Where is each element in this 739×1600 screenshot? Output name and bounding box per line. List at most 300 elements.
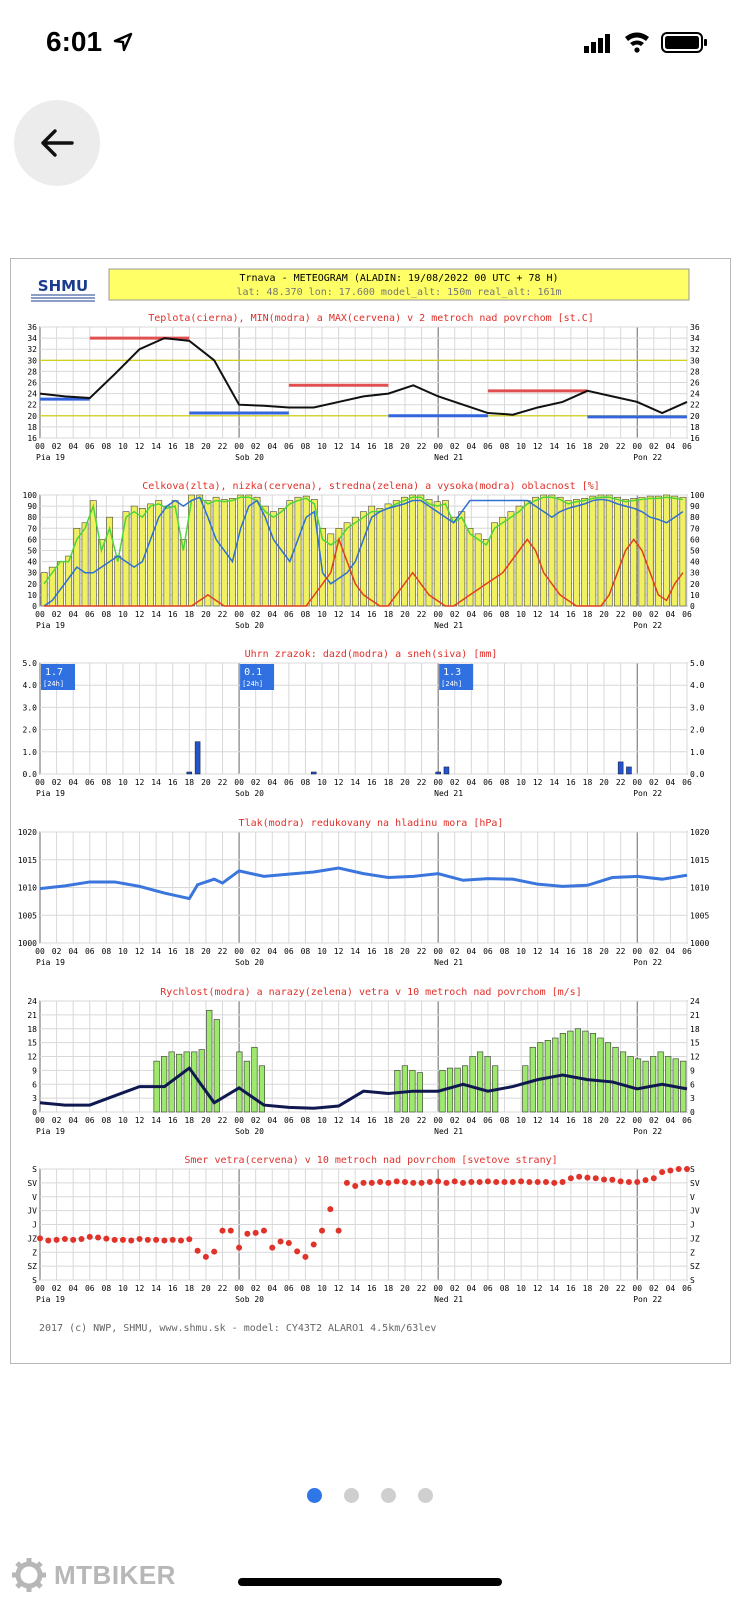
wind-direction-point: [518, 1178, 524, 1184]
cloud-total-bar: [213, 497, 219, 606]
cloud-total-bar: [516, 506, 522, 606]
precip-xtick: 22: [615, 778, 626, 787]
temp-ytick-left: 36: [27, 323, 37, 332]
pressure-xtick: 22: [217, 947, 228, 956]
temp-xtick: 10: [317, 442, 327, 451]
cloud-total-bar: [418, 495, 424, 606]
clouds-ytick-left: 60: [27, 535, 37, 545]
wind-direction-point: [112, 1237, 118, 1243]
clouds-ytick-right: 90: [690, 502, 700, 512]
wind-direction-point: [95, 1234, 101, 1240]
precip-xtick: 18: [582, 778, 593, 787]
temp-xtick: 16: [167, 442, 178, 451]
wind-xtick: 14: [350, 1116, 361, 1125]
clouds-ytick-right: 30: [690, 568, 700, 578]
wind-direction-point: [87, 1234, 93, 1240]
dir-xtick: 18: [383, 1284, 394, 1293]
wind-xtick: 20: [201, 1116, 211, 1125]
clouds-ytick-right: 60: [690, 535, 700, 545]
pressure-xtick: 02: [649, 947, 659, 956]
precip-xtick: 04: [665, 778, 676, 787]
pressure-day-label: Pia 19: [36, 958, 65, 967]
clouds-xtick: 22: [615, 610, 626, 619]
wind-xtick: 06: [682, 1116, 692, 1125]
temp-xtick: 14: [350, 442, 361, 451]
cloud-total-bar: [82, 523, 88, 606]
wind-gust-bar: [176, 1054, 182, 1112]
cloud-total-bar: [254, 497, 260, 606]
clouds-xtick: 20: [599, 610, 609, 619]
wind-direction-point: [361, 1180, 367, 1186]
wind-day-label: Ned 21: [434, 1127, 464, 1136]
wind-direction-point: [659, 1169, 665, 1175]
dir-xtick: 08: [499, 1284, 510, 1293]
page-dot[interactable]: [344, 1488, 359, 1503]
cloud-total-bar: [147, 504, 153, 606]
temp-xtick: 04: [68, 442, 78, 451]
temp-xtick: 00: [35, 442, 45, 451]
dir-xtick: 14: [151, 1284, 161, 1293]
temp-xtick: 02: [649, 442, 659, 451]
wind-direction-point: [452, 1178, 458, 1184]
cloud-total-bar: [434, 502, 440, 606]
wind-xtick: 18: [383, 1116, 394, 1125]
wind-xtick: 22: [416, 1116, 427, 1125]
dir-ytick-right: SZ: [690, 1262, 700, 1272]
temp-day-label: Sob 20: [235, 453, 264, 462]
clouds-xtick: 02: [51, 610, 62, 619]
pressure-xtick: 16: [566, 947, 576, 956]
temp-xtick: 08: [300, 442, 311, 451]
temp-xtick: 02: [449, 442, 460, 451]
wind-xtick: 20: [400, 1116, 410, 1125]
clouds-xtick: 06: [483, 610, 493, 619]
dir-xtick: 08: [101, 1284, 112, 1293]
page-dot[interactable]: [418, 1488, 433, 1503]
temp-xtick: 06: [84, 442, 95, 451]
wind-direction-point: [228, 1228, 234, 1234]
watermark-text: MTBIKER: [54, 1559, 176, 1590]
wind-ytick-right: 15: [690, 1038, 700, 1048]
clouds-xtick: 12: [333, 610, 344, 619]
dir-xtick: 20: [201, 1284, 211, 1293]
precip-xtick: 02: [250, 778, 261, 787]
pressure-xtick: 06: [483, 947, 493, 956]
precip-bar: [195, 742, 200, 774]
wind-direction-point: [651, 1175, 657, 1181]
dir-ytick-left: S: [32, 1276, 37, 1285]
clouds-ytick-right: 50: [690, 546, 700, 556]
temp-ytick-right: 22: [690, 400, 700, 410]
wind-day-label: Sob 20: [235, 1127, 264, 1136]
pressure-xtick: 08: [101, 947, 112, 956]
pressure-xtick: 08: [499, 947, 510, 956]
wifi-icon: [625, 33, 649, 53]
dir-xtick: 20: [400, 1284, 410, 1293]
temp-xtick: 22: [615, 442, 626, 451]
dir-ytick-left: S: [32, 1165, 37, 1174]
cloud-total-bar: [450, 517, 456, 606]
wind-direction-point: [385, 1180, 391, 1186]
clouds-ytick-left: 70: [27, 524, 37, 534]
wind-direction-point: [186, 1236, 192, 1242]
cloud-total-bar: [279, 508, 285, 606]
precip-ytick-right: 2.0: [690, 725, 705, 735]
dir-xtick: 08: [300, 1284, 311, 1293]
clouds-xtick: 16: [167, 610, 178, 619]
temp-xtick: 22: [217, 442, 228, 451]
dir-ytick-right: J: [690, 1220, 695, 1230]
wind-direction-point: [170, 1237, 176, 1243]
dir-ytick-right: S: [690, 1165, 695, 1174]
cloud-total-bar: [238, 495, 244, 606]
clouds-xtick: 06: [84, 610, 95, 619]
cloud-total-bar: [401, 497, 407, 606]
precip-xtick: 12: [333, 778, 344, 787]
wind-ytick-left: 18: [27, 1024, 37, 1034]
home-indicator[interactable]: [238, 1578, 502, 1586]
wind-ytick-left: 9: [32, 1066, 37, 1076]
dir-xtick: 06: [284, 1284, 294, 1293]
temp-ytick-left: 28: [27, 367, 37, 377]
temp-xtick: 10: [118, 442, 128, 451]
wind-direction-point: [70, 1237, 76, 1243]
precip-xtick: 22: [416, 778, 427, 787]
wind-direction-point: [336, 1228, 342, 1234]
cloud-total-bar: [491, 523, 497, 606]
wind-xtick: 06: [84, 1116, 95, 1125]
wind-direction-point: [667, 1168, 673, 1174]
wind-gust-bar: [455, 1068, 461, 1112]
wind-direction-point: [626, 1179, 632, 1185]
pressure-ytick-right: 1020: [690, 828, 710, 837]
wind-gust-bar: [402, 1066, 408, 1112]
precip-xtick: 18: [383, 778, 394, 787]
pressure-xtick: 00: [433, 947, 443, 956]
wind-gust-bar: [237, 1052, 243, 1112]
dir-xtick: 06: [682, 1284, 692, 1293]
wind-direction-point: [634, 1179, 640, 1185]
wind-direction-point: [244, 1231, 250, 1237]
temp-ytick-left: 18: [27, 422, 37, 432]
temp-xtick: 04: [267, 442, 278, 451]
clouds-ytick-right: 80: [690, 513, 700, 523]
wind-ytick-left: 6: [32, 1080, 37, 1090]
wind-ytick-left: 12: [27, 1052, 37, 1062]
dir-xtick: 00: [632, 1284, 643, 1293]
precip-day-label: Ned 21: [434, 789, 464, 798]
clouds-xtick: 16: [366, 610, 377, 619]
meteogram-image[interactable]: [10, 258, 731, 1364]
wind-direction-point: [78, 1236, 84, 1242]
precip-xtick: 20: [201, 778, 211, 787]
clouds-ytick-right: 40: [690, 557, 700, 567]
signal-icon: [584, 34, 610, 53]
wind-xtick: 08: [101, 1116, 112, 1125]
pressure-xtick: 06: [284, 947, 294, 956]
precip-xtick: 02: [649, 778, 659, 787]
wind-xtick: 04: [466, 1116, 477, 1125]
wind-direction-point: [435, 1178, 441, 1184]
dir-day-label: Sob 20: [235, 1295, 264, 1304]
clouds-xtick: 10: [317, 610, 327, 619]
wind-direction-point: [219, 1228, 225, 1234]
shmu-logo: [31, 273, 95, 301]
status-icons: [584, 30, 709, 61]
temp-xtick: 00: [234, 442, 244, 451]
clouds-ytick-right: 20: [690, 579, 700, 589]
pressure-xtick: 04: [466, 947, 477, 956]
dir-xtick: 04: [466, 1284, 477, 1293]
precip-daily-total: 0.1: [244, 667, 263, 678]
wind-xtick: 06: [284, 1116, 294, 1125]
cloud-total-bar: [115, 556, 121, 606]
wind-direction-point: [593, 1175, 599, 1181]
precip-day-label: Pon 22: [633, 789, 663, 798]
dir-day-label: Ned 21: [434, 1295, 464, 1304]
dir-xtick: 02: [51, 1284, 62, 1293]
temp-ytick-right: 30: [690, 356, 700, 366]
dir-xtick: 22: [615, 1284, 626, 1293]
dir-ytick-left: V: [32, 1192, 37, 1202]
temp-xtick: 00: [433, 442, 443, 451]
pressure-xtick: 00: [35, 947, 45, 956]
wind-xtick: 02: [449, 1116, 460, 1125]
precip-daily-label: [24h]: [242, 680, 264, 688]
precip-bar: [187, 772, 192, 774]
precip-xtick: 06: [483, 778, 493, 787]
pressure-day-label: Pon 22: [633, 958, 663, 967]
temp-ytick-right: 20: [690, 411, 700, 421]
precip-ytick-right: 3.0: [690, 703, 705, 713]
clouds-xtick: 02: [250, 610, 261, 619]
temp-day-label: Pia 19: [36, 453, 65, 462]
dir-ytick-right: S: [690, 1276, 695, 1285]
pressure-xtick: 12: [333, 947, 344, 956]
wind-title: Rychlost(modra) a narazy(zelena) vetra v 10 metroch nad povrchom [m/s]: [160, 987, 582, 998]
precip-xtick: 06: [84, 778, 95, 787]
wind-gust-bar: [214, 1020, 220, 1113]
wind-direction-point: [253, 1230, 259, 1236]
clouds-xtick: 02: [649, 610, 659, 619]
wind-xtick: 10: [317, 1116, 327, 1125]
arrow-left-icon: [40, 128, 74, 158]
precip-ytick-left: 2.0: [22, 725, 37, 735]
clouds-ytick-right: 10: [690, 590, 700, 600]
cloud-total-bar: [385, 504, 391, 606]
clouds-ytick-left: 10: [27, 590, 37, 600]
temp-xtick: 08: [499, 442, 510, 451]
wind-direction-point: [319, 1228, 325, 1234]
precip-xtick: 00: [234, 778, 244, 787]
wind-direction-point: [510, 1179, 516, 1185]
dir-xtick: 12: [134, 1284, 145, 1293]
precip-bar: [444, 767, 449, 774]
wind-direction-point: [45, 1238, 51, 1244]
wind-xtick: 14: [151, 1116, 161, 1125]
dir-xtick: 18: [582, 1284, 593, 1293]
wind-gust-bar: [191, 1052, 197, 1112]
wind-gust-bar: [598, 1038, 604, 1112]
clouds-xtick: 02: [449, 610, 460, 619]
clouds-ytick-left: 50: [27, 546, 37, 556]
temp-xtick: 04: [665, 442, 676, 451]
cloud-total-bar: [573, 499, 579, 606]
wind-direction-point: [460, 1180, 466, 1186]
temp-xtick: 02: [51, 442, 62, 451]
temp-xtick: 16: [366, 442, 377, 451]
clouds-ytick-left: 20: [27, 579, 37, 589]
precip-ytick-left: 5.0: [22, 659, 37, 668]
wind-xtick: 04: [267, 1116, 278, 1125]
temp-xtick: 14: [549, 442, 560, 451]
page-dot[interactable]: [381, 1488, 396, 1503]
dir-xtick: 02: [649, 1284, 659, 1293]
temp-ytick-left: 34: [27, 334, 37, 344]
precip-xtick: 20: [599, 778, 609, 787]
dir-ytick-right: SV: [690, 1178, 700, 1188]
cloud-total-bar: [590, 496, 596, 606]
wind-direction-point: [568, 1175, 574, 1181]
pressure-xtick: 20: [201, 947, 211, 956]
precip-ytick-left: 3.0: [22, 703, 37, 713]
dir-day-label: Pon 22: [633, 1295, 663, 1304]
wind-direction-point: [203, 1254, 209, 1260]
wind-gust-bar: [613, 1047, 619, 1112]
clouds-xtick: 18: [582, 610, 593, 619]
wind-direction-point: [352, 1183, 358, 1189]
wind-xtick: 20: [599, 1116, 609, 1125]
battery-icon: [662, 33, 707, 52]
dir-xtick: 22: [416, 1284, 427, 1293]
precip-xtick: 00: [35, 778, 45, 787]
wind-direction-point: [120, 1237, 126, 1243]
temp-xtick: 12: [532, 442, 543, 451]
wind-direction-point: [369, 1180, 375, 1186]
wind-gust-bar: [575, 1029, 581, 1112]
pressure-xtick: 04: [665, 947, 676, 956]
clouds-ytick-left: 30: [27, 568, 37, 578]
cloud-total-bar: [598, 495, 604, 606]
wind-gust-bar: [620, 1052, 626, 1112]
wind-direction-point: [236, 1245, 242, 1251]
wind-gust-bar: [590, 1033, 596, 1112]
pressure-xtick: 22: [615, 947, 626, 956]
clouds-ytick-right: 0: [690, 602, 695, 611]
wind-direction-point: [103, 1236, 109, 1242]
dir-xtick: 06: [84, 1284, 95, 1293]
wind-xtick: 16: [566, 1116, 576, 1125]
pressure-xtick: 06: [84, 947, 95, 956]
cloud-total-bar: [614, 497, 620, 606]
precip-bar: [626, 767, 631, 774]
wind-xtick: 00: [433, 1116, 443, 1125]
clouds-xtick: 04: [267, 610, 278, 619]
precip-daily-label: [24h]: [43, 680, 65, 688]
cloud-total-bar: [475, 534, 481, 606]
pressure-xtick: 14: [549, 947, 560, 956]
precip-xtick: 04: [267, 778, 278, 787]
pressure-xtick: 14: [350, 947, 361, 956]
clouds-xtick: 04: [466, 610, 477, 619]
temp-xtick: 18: [184, 442, 195, 451]
cloud-total-bar: [500, 517, 506, 606]
page-indicator: [0, 1488, 739, 1503]
wind-xtick: 18: [184, 1116, 195, 1125]
precip-xtick: 08: [101, 778, 112, 787]
clouds-xtick: 10: [118, 610, 128, 619]
wind-ytick-right: 12: [690, 1052, 700, 1062]
pressure-xtick: 10: [118, 947, 128, 956]
page-dot[interactable]: [307, 1488, 322, 1503]
wind-ytick-right: 9: [690, 1066, 695, 1076]
cloud-total-bar: [270, 512, 276, 606]
wind-direction-point: [551, 1180, 557, 1186]
dir-xtick: 10: [516, 1284, 526, 1293]
temp-xtick: 18: [582, 442, 593, 451]
dir-xtick: 12: [532, 1284, 543, 1293]
precip-ytick-right: 5.0: [690, 659, 705, 668]
pressure-ytick-left: 1000: [17, 939, 37, 948]
precip-frame: [40, 663, 687, 774]
precip-xtick: 10: [317, 778, 327, 787]
clouds-xtick: 00: [35, 610, 45, 619]
wind-direction-point: [443, 1180, 449, 1186]
precip-xtick: 18: [184, 778, 195, 787]
precip-day-label: Sob 20: [235, 789, 264, 798]
precip-xtick: 00: [433, 778, 443, 787]
clouds-xtick: 00: [234, 610, 244, 619]
dir-xtick: 10: [317, 1284, 327, 1293]
temp-ytick-left: 24: [27, 389, 37, 399]
wind-gust-bar: [568, 1031, 574, 1112]
wind-direction-point: [62, 1236, 68, 1242]
temp-xtick: 20: [400, 442, 410, 451]
temp-day-label: Pon 22: [633, 453, 663, 462]
wind-direction-point: [560, 1179, 566, 1185]
temp-xtick: 06: [284, 442, 294, 451]
wind-direction-point: [153, 1237, 159, 1243]
pressure-xtick: 02: [250, 947, 261, 956]
pressure-xtick: 00: [632, 947, 643, 956]
clouds-xtick: 22: [217, 610, 228, 619]
wind-direction-point: [137, 1236, 143, 1242]
precip-xtick: 04: [68, 778, 78, 787]
precip-xtick: 08: [499, 778, 510, 787]
cloud-total-bar: [426, 499, 432, 606]
header-coordinates: lat: 48.370 lon: 17.600 model_alt: 150m real_alt: 161m: [236, 287, 562, 298]
dir-xtick: 02: [449, 1284, 460, 1293]
dir-ytick-right: JV: [690, 1206, 700, 1216]
clouds-xtick: 04: [68, 610, 78, 619]
temp-xtick: 10: [516, 442, 526, 451]
back-button[interactable]: [14, 100, 100, 186]
wind-direction-point: [37, 1235, 43, 1241]
temp-xtick: 22: [416, 442, 427, 451]
wind-direction-point: [211, 1249, 217, 1255]
meteogram-footer: 2017 (c) NWP, SHMU, www.shmu.sk - model: CY43T2 ALARO1 4.5km/63lev: [39, 1323, 437, 1334]
wind-ytick-right: 3: [690, 1094, 695, 1104]
pressure-xtick: 18: [184, 947, 195, 956]
wind-direction-point: [502, 1179, 508, 1185]
precip-xtick: 14: [350, 778, 361, 787]
clouds-ytick-right: 70: [690, 524, 700, 534]
wind-xtick: 14: [549, 1116, 560, 1125]
pressure-day-label: Ned 21: [434, 958, 464, 967]
temp-ytick-left: 32: [27, 345, 37, 355]
dir-xtick: 12: [333, 1284, 344, 1293]
clouds-xtick: 14: [549, 610, 560, 619]
